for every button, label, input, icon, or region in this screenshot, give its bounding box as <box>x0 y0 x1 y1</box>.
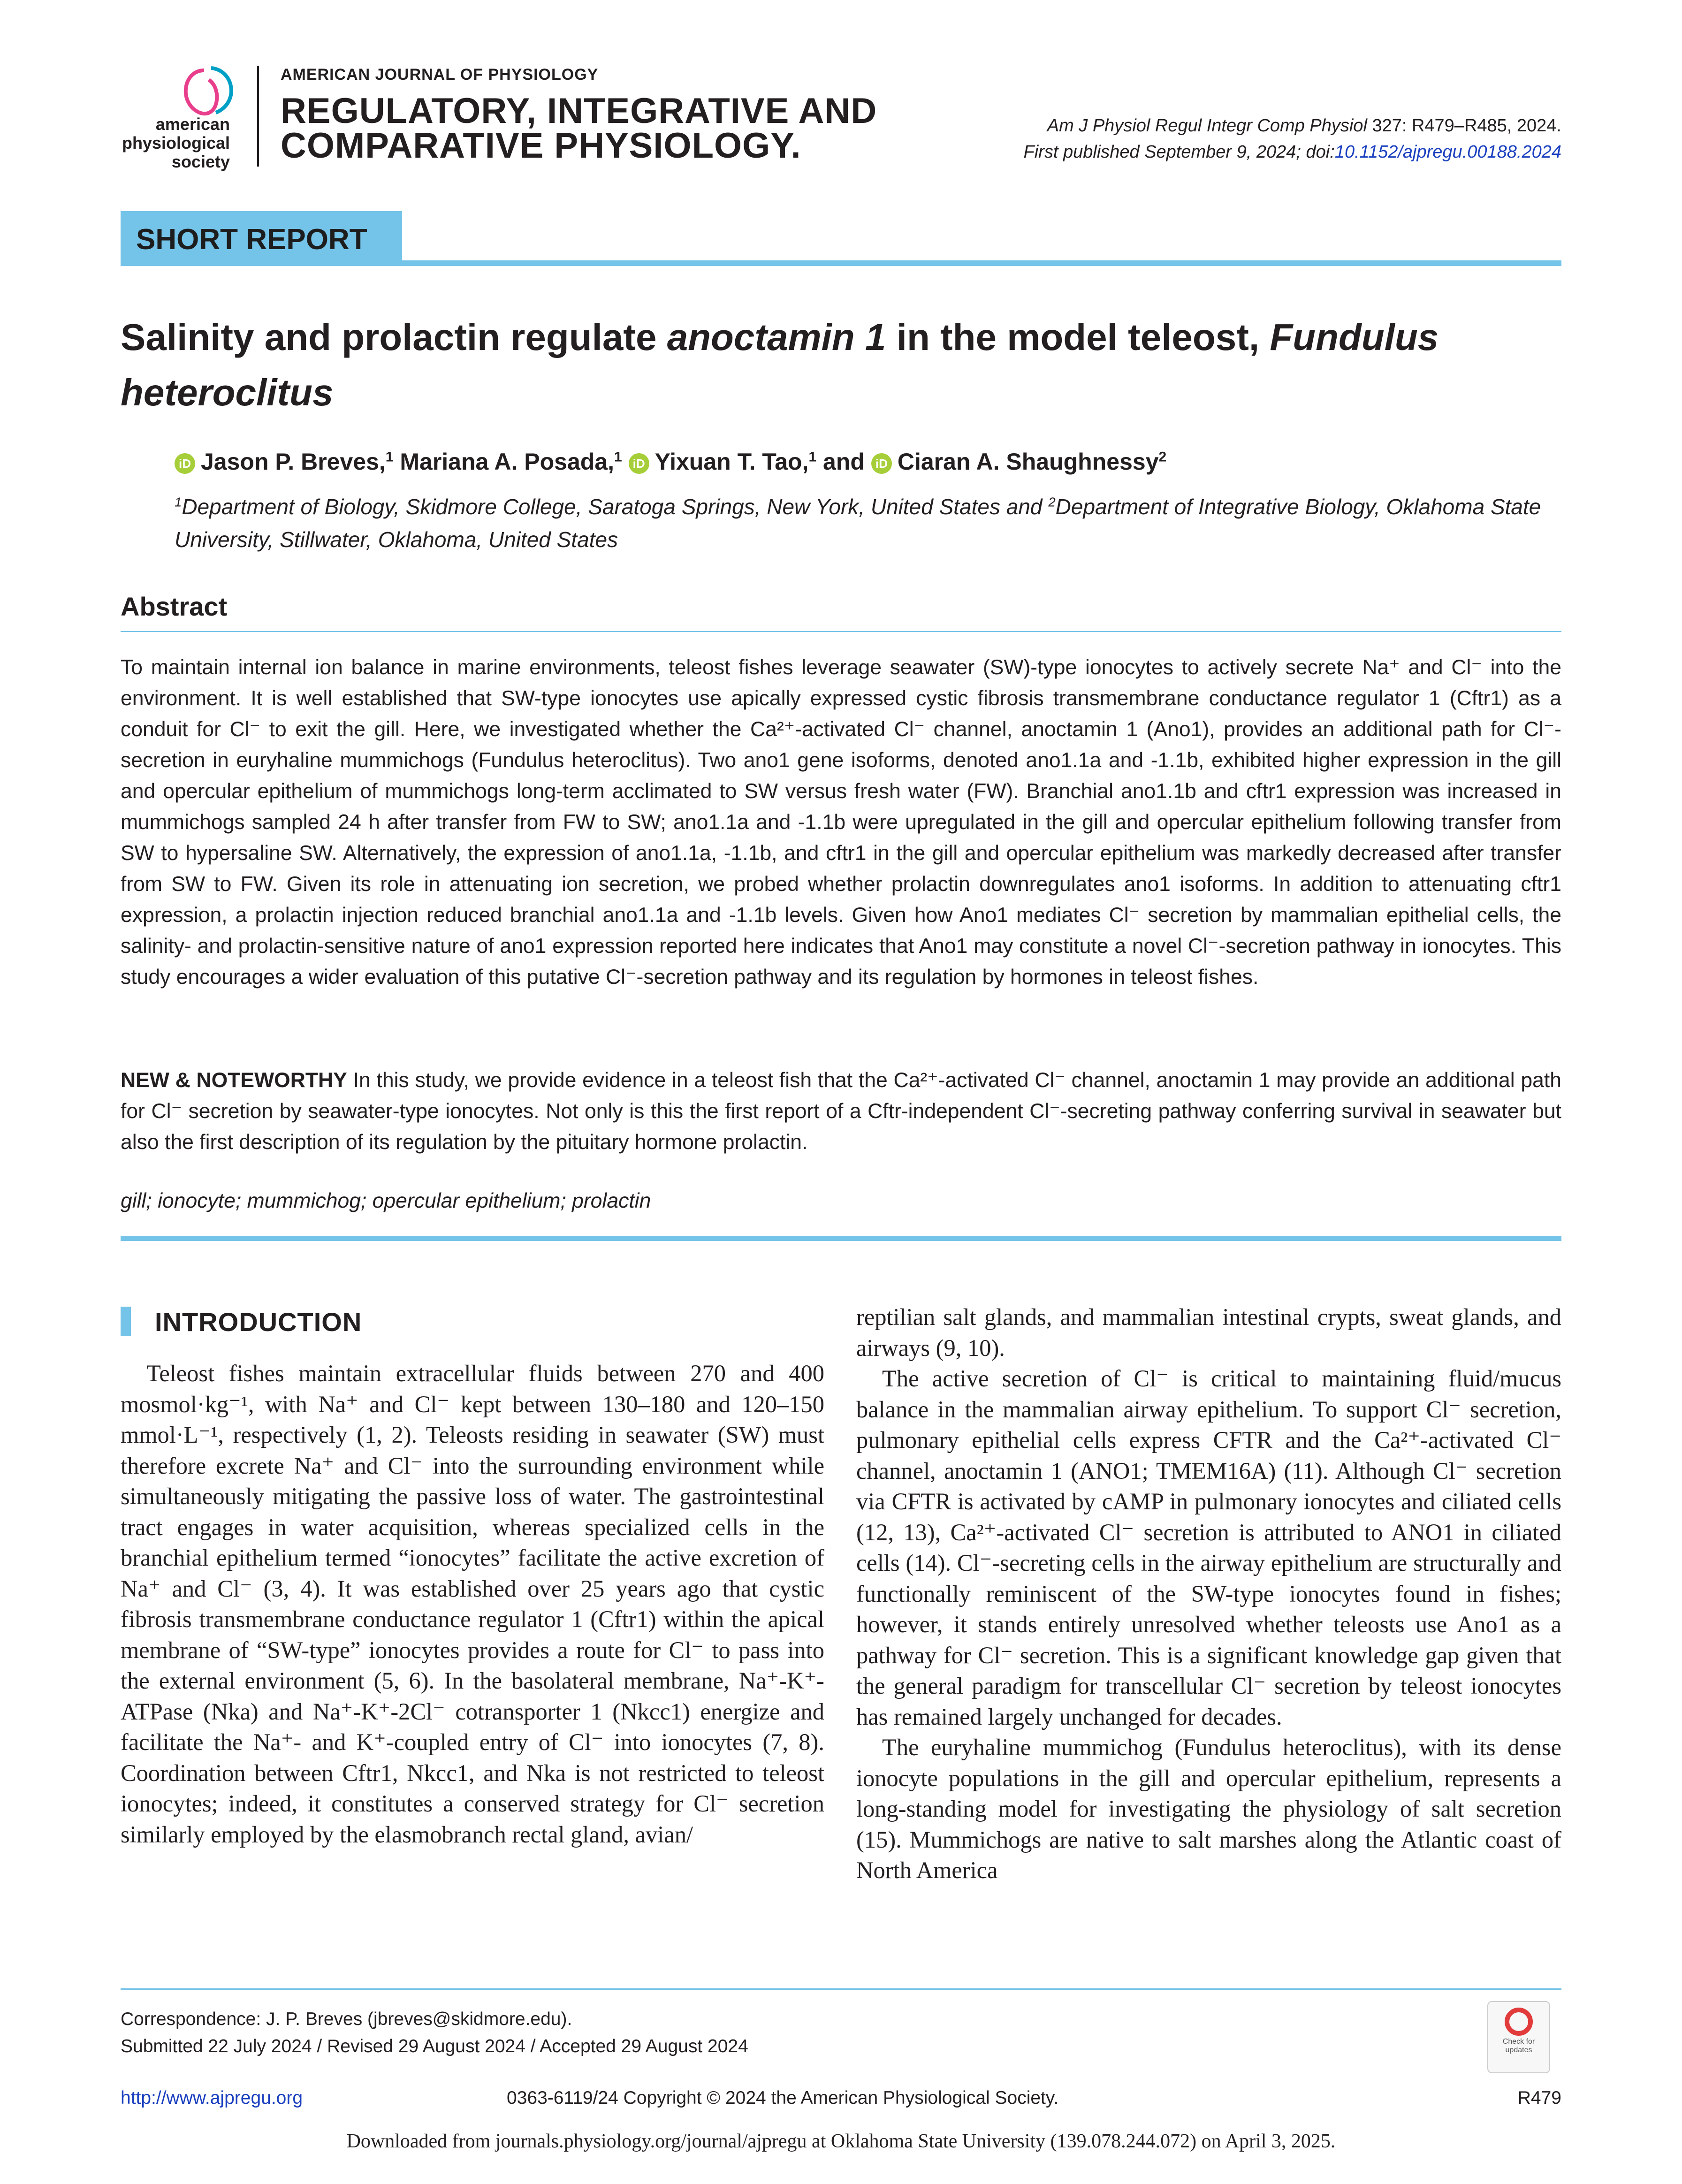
journal-title: REGULATORY, INTEGRATIVE AND COMPARATIVE PHYSIOLOGY. <box>281 91 877 166</box>
keywords: gill; ionocyte; mummichog; opercular epithelium; prolactin <box>121 1189 651 1212</box>
journal-over-title: AMERICAN JOURNAL OF PHYSIOLOGY <box>281 66 599 84</box>
author-name: Ciaran A. Shaughnessy <box>897 449 1159 475</box>
orcid-icon[interactable]: iD <box>871 453 892 474</box>
body-column-right <box>856 1302 1561 1886</box>
new-noteworthy: NEW & NOTEWORTHY In this study, we provide evidence in a teleost fish that the Ca²⁺-activated Cl⁻ channel, anoctamin 1 may provide an additional path for Cl⁻ secretion by seawater-type ionocytes. Not only is this the first report of a Cftr-independent Cl⁻-secreting pathway conferring survival in seawater but also the first description of its regulation by the pituitary hormone prolactin. <box>121 1069 1561 1154</box>
updates-icon <box>1505 2008 1533 2036</box>
section-heading-introduction: INTRODUCTION <box>155 1307 362 1337</box>
author-name: Jason P. Breves, <box>201 449 386 475</box>
body-paragraph: reptilian salt glands, and mammalian intestinal crypts, sweat glands, and airways (9, 10). <box>856 1304 1561 1361</box>
society-name: american physiological society <box>122 114 230 171</box>
page-number: R479 <box>1517 2088 1561 2108</box>
body-column-left <box>121 1358 824 1850</box>
citation: Am J Physiol Regul Integr Comp Physiol 327: R479–R485, 2024. First published September 9, 2024; doi:10.1152/ajpregu.00188.2024 <box>1023 116 1561 162</box>
copyright: 0363-6119/24 Copyright © 2024 the American Physiological Society. <box>507 2088 1059 2108</box>
abstract-heading: Abstract <box>121 592 228 621</box>
author-name: Yixuan T. Tao, <box>655 449 809 475</box>
header-divider <box>257 66 259 167</box>
author-list: iD Jason P. Breves,$^1$ Mariana A. Posada,$^1$ iD Yixuan T. Tao,$^1$ and iD Ciaran A. Shaughnessy$^2$ <box>175 448 1166 475</box>
download-notice: Downloaded from journals.physiology.org/journal/ajpregu at Oklahoma State University (139.078.244.072) on April 3, 2025. <box>346 2131 1336 2152</box>
body-paragraph: Teleost fishes maintain extracellular fluids between 270 and 400 mosmol·kg⁻¹, with Na⁺ and Cl⁻ kept between 130–180 and 120–150 mmol·L⁻¹, respectively (1, 2). Teleosts residing in seawater (SW) must therefore excrete Na⁺ and Cl⁻ into the surrounding environment while simultaneously mitigating the passive loss of water. The gastrointestinal tract engages in water acquisition, whereas specialized cells in the branchial epithelium termed “ionocytes” facilitate the active excretion of Na⁺ and Cl⁻ (3, 4). It was established over 25 years ago that cystic fibrosis transmembrane conductance regulator 1 (Cftr1) within the apical membrane of “SW-type” ionocytes provides a route for Cl⁻ to pass into the external environment (5, 6). In the basolateral membrane, Na⁺-K⁺-ATPase (Nka) and Na⁺-K⁺-2Cl⁻ cotransporter 1 (Nkcc1) energize and facilitate the Na⁺- and K⁺-coupled entry of Cl⁻ into ionocytes (7, 8). Coordination between Cftr1, Nkcc1, and Nka is not restricted to teleost ionocytes; indeed, it constitutes a conserved strategy for Cl⁻ secretion similarly employed by the elasmobranch rectal gland, avian/ <box>121 1360 824 1848</box>
section-marker <box>121 1307 131 1336</box>
body-paragraph: The active secretion of Cl⁻ is critical to maintaining fluid/mucus balance in the mammalian airway epithelium. To support Cl⁻ secretion, pulmonary epithelial cells express CFTR and the Ca²⁺-activated Cl⁻ channel, anoctamin 1 (ANO1; TMEM16A) (11). Although Cl⁻ secretion via CFTR is activated by cAMP in pulmonary ionocytes and ciliated cells (12, 13), Ca²⁺-activated Cl⁻ secretion is attributed to ANO1 in ciliated cells (14). Cl⁻-secreting cells in the airway epithelium are structurally and functionally reminiscent of the SW-type ionocytes found in fishes; however, it stands entirely unresolved whether teleosts use Ano1 as a pathway for Cl⁻ secretion. This is a significant knowledge gap given that the general paradigm for transcellular Cl⁻ secretion by teleost ionocytes has remained largely unchanged for decades. <box>856 1365 1561 1730</box>
orcid-icon[interactable]: iD <box>175 453 195 474</box>
keywords-rule <box>121 1236 1561 1241</box>
author-name: Mariana A. Posada, <box>400 449 615 475</box>
body-paragraph: The euryhaline mummichog (Fundulus heteroclitus), with its dense ionocyte populations in the gill and opercular epithelium, represents a long-standing model for investigating the physiology of salt secretion (15). Mummichogs are native to salt marshes along the Atlantic coast of North America <box>856 1734 1561 1883</box>
abstract-rule <box>121 631 1561 632</box>
check-for-updates-badge[interactable]: Check for updates <box>1487 2001 1550 2073</box>
abstract-text: To maintain internal ion balance in marine environments, teleost fishes leverage seawater (SW)-type ionocytes to actively secrete Na⁺ and Cl⁻ into the environment. It is well established that SW-type ionocytes use apically expressed cystic fibrosis transmembrane conductance regulator 1 (Cftr1) as a conduit for Cl⁻ to exit the gill. Here, we investigated whether the Ca²⁺-activated Cl⁻ channel, anoctamin 1 (Ano1), provides an additional path for Cl⁻-secretion in euryhaline mummichogs (Fundulus heteroclitus). Two ano1 gene isoforms, denoted ano1.1a and -1.1b, exhibited higher expression in the gill and opercular epithelium of mummichogs long-term acclimated to SW versus fresh water (FW). Branchial ano1.1b and cftr1 expression was increased in mummichogs sampled 24 h after transfer from FW to SW; ano1.1a and -1.1b were upregulated in the gill and opercular epithelium following transfer from SW to hypersaline SW. Alternatively, the expression of ano1.1a, -1.1b, and cftr1 in the gill and opercular epithelium was markedly decreased after transfer from SW to FW. Given its role in attenuating ion secretion, we probed whether prolactin downregulates ano1 isoforms. In addition to attenuating cftr1 expression, a prolactin injection reduced branchial ano1.1a and -1.1b levels. Given how Ano1 mediates Cl⁻ secretion by mammalian epithelial cells, the salinity- and prolactin-sensitive nature of ano1 expression reported here indicates that Ano1 may constitute a novel Cl⁻-secretion pathway in ionocytes. This study encourages a wider evaluation of this putative Cl⁻-secretion pathway and its regulation by hormones in teleost fishes. <box>121 656 1561 989</box>
doi-link[interactable]: 10.1152/ajpregu.00188.2024 <box>1334 142 1561 162</box>
correspondence: Correspondence: J. P. Breves (jbreves@skidmore.edu). Submitted 22 July 2024 / Revised 29 August 2024 / Accepted 29 August 2024 <box>121 2009 748 2056</box>
article-type: SHORT REPORT <box>136 223 367 256</box>
orcid-icon[interactable]: iD <box>629 453 649 474</box>
footer-rule <box>121 1988 1561 1990</box>
article-title: Salinity and prolactin regulate anoctamin 1 in the model teleost, Fundulus heteroclitus <box>121 316 1439 413</box>
journal-url-link[interactable]: http://www.ajpregu.org <box>121 2088 303 2108</box>
affiliations: $^1$Department of Biology, Skidmore College, Saratoga Springs, New York, United States and $^2$Department of Integrative Biology, Oklahoma State University, Stillwater, Oklahoma, United States <box>175 495 1541 552</box>
